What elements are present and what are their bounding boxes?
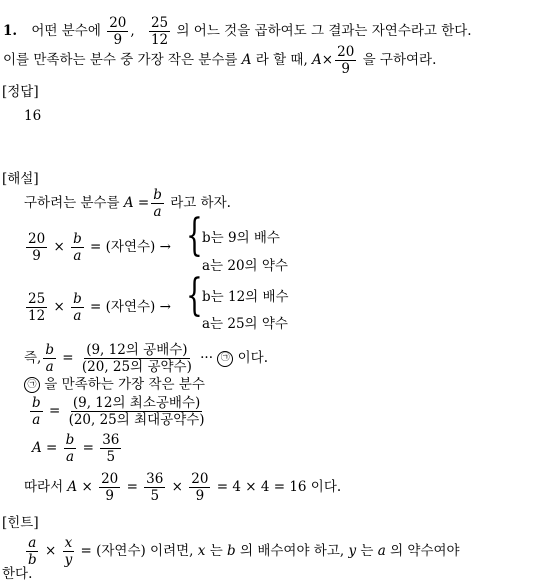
solution-line-5: A = $\frac{b}{a}$ = $\frac{36}{5}$ [32,432,120,466]
hint-label: [힌트] [2,515,39,531]
solution-line-6: 따라서 A × $\frac{20}{9}$ = $\frac{36}{5}$ × $\frac{20}{9}$ = 4 × 4 = 16 이다. [24,471,342,505]
solution-line-1: 구하려는 분수를 A = $\frac{b}{a}$ 라고 하자. [24,187,231,221]
problem-text: 이를 만족하는 분수 중 가장 작은 분수를 [3,52,238,69]
fraction: $\frac{20}{9}$ [109,15,127,49]
circled-mark: ㉠ [24,377,40,393]
circled-mark: ㉠ [217,351,233,367]
condition: a는 25의 약수 [202,316,288,332]
equation-2: $\frac{25}{12}$ × $\frac{b}{a}$ = (자연수) → [28,291,171,325]
answer-value: 16 [24,108,42,124]
left-brace: { [186,270,203,321]
fraction: $\frac{25}{12}$ [150,15,169,49]
problem-line-2: 이를 만족하는 분수 중 가장 작은 분수를 A 라 할 때, A× $\frac{20}{9}$ 을 구하여라. [3,44,437,78]
condition: b는 9의 배수 [202,230,280,246]
solution-line-2: 즉, $\frac{b}{a}$ = $\frac{\text{(9, 12의 공배수)}}{\text{(20, 25의 공약수)}}$ ··· ㉠ 이다. [24,342,268,376]
left-brace: { [186,210,203,261]
answer-label: [정답] [2,84,39,100]
solution-line-3: ㉠ 을 만족하는 가장 작은 분수 [24,377,205,393]
hint-line-1: $\frac{a}{b}$ × $\frac{x}{y}$ = (자연수) 이려면, x 는 b 의 배수여야 하고, y 는 a 의 약수여야 [28,535,460,569]
condition: a는 20의 약수 [202,258,288,274]
problem-line-1: 1. 어떤 분수에 $\frac{20}{9}$ , $\frac{25}{12}$ 의 어느 것을 곱하여도 그 결과는 자연수라고 한다. [3,15,472,49]
equation-1: $\frac{20}{9}$ × $\frac{b}{a}$ = (자연수) → [28,231,171,265]
solution-line-4: $\frac{b}{a}$ = $\frac{\text{(9, 12의 최소공배수)}}{\text{(20, 25의 최대공약수)}}$ [32,395,205,429]
solution-label: [해설] [2,171,39,187]
condition: b는 12의 배수 [202,289,289,305]
hint-line-2: 한다. [2,566,33,582]
fraction: $\frac{20}{9}$ [337,44,355,78]
problem-text: 어떤 분수에 [31,23,101,40]
problem-number: 1. [3,23,18,40]
problem-text: 의 어느 것을 곱하여도 그 결과는 자연수라고 한다. [176,23,472,40]
